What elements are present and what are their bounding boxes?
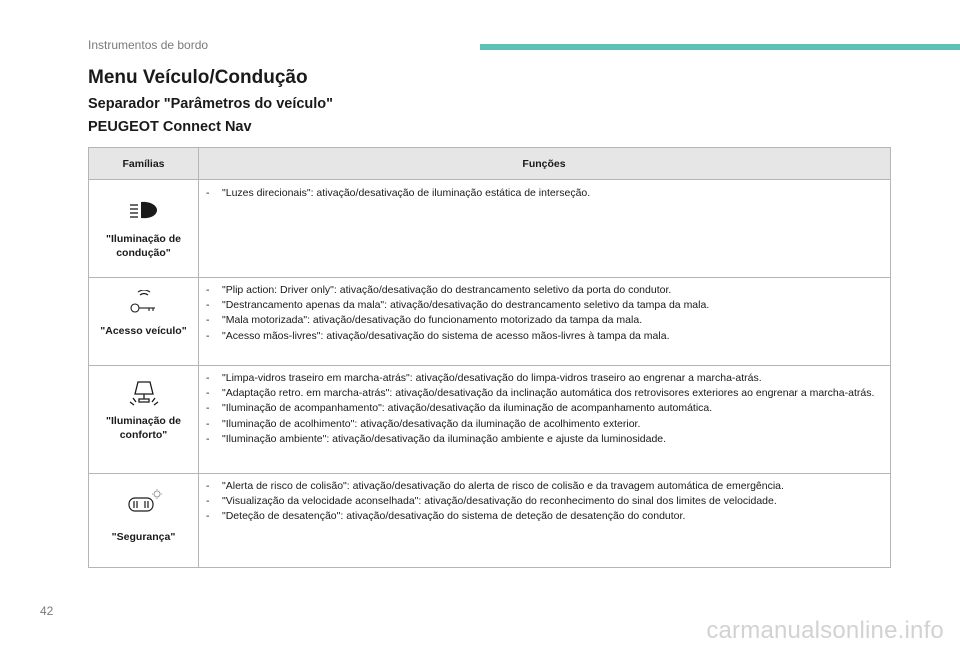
- settings-table: [88, 147, 891, 568]
- watermark: carmanualsonline.info: [706, 617, 944, 644]
- family-label: "Segurança": [111, 531, 176, 543]
- system-title: PEUGEOT Connect Nav: [88, 119, 252, 135]
- table-row: [89, 277, 890, 365]
- header-functions: Funções: [522, 157, 566, 170]
- family-label: "Iluminação de condução": [106, 233, 181, 259]
- list-item: - "Alerta de risco de colisão": ativação/desativação do alerta de risco de colisão e da travagem automática de emergência.: [206, 480, 784, 492]
- family-label: "Iluminação de conforto": [106, 415, 181, 441]
- list-item: - "Visualização da velocidade aconselhada": ativação/desativação do reconhecimento do sinal dos limites de velocidade.: [206, 495, 777, 508]
- list-item: - "Iluminação de acompanhamento": ativação/desativação da iluminação de acompanhamento automática.: [206, 402, 713, 415]
- list-item: - "Adaptação retro. em marcha-atrás": ativação/desativação da inclinação automática dos retrovisores exteriores ao engrenar a marcha-atrás.: [206, 387, 875, 400]
- tab-title: Separador "Parâmetros do veículo": [88, 96, 334, 112]
- key-icon: [127, 290, 161, 318]
- list-item: - "Luzes direcionais": ativação/desativação de iluminação estática de interseção.: [206, 187, 591, 199]
- list-item: - "Limpa-vidros traseiro em marcha-atrás": ativação/desativação do limpa-vidros traseiro ao engrenar a marcha-atrás.: [206, 372, 762, 384]
- list-item: - "Mala motorizada": ativação/desativação do funcionamento motorizado da tampa da mala.: [206, 314, 643, 327]
- page-number: 42: [40, 604, 54, 618]
- table-row: [89, 365, 890, 473]
- running-head: Instrumentos de bordo: [88, 38, 209, 52]
- safety-settings-icon: [124, 488, 164, 516]
- list-item: - "Acesso mãos-livres": ativação/desativação do sistema de acesso mãos-livres à tampa da mala.: [206, 329, 670, 342]
- interior-lamp-icon: [127, 380, 161, 408]
- list-item: - "Plip action: Driver only": ativação/desativação do destrancamento seletivo da porta do condutor.: [206, 284, 672, 296]
- accent-bar: [480, 44, 960, 50]
- list-item: - "Destrancamento apenas da mala": ativação/desativação do destrancamento seletivo da tampa da mala.: [206, 299, 710, 312]
- menu-title: Menu Veículo/Condução: [88, 67, 308, 88]
- list-item: - "Deteção de desatenção": ativação/desativação do sistema de deteção de desatenção do condutor.: [206, 510, 686, 523]
- table-row: [89, 179, 890, 277]
- table-header: [89, 148, 890, 179]
- header-families: Famílias: [89, 148, 199, 179]
- family-label: "Acesso veículo": [100, 325, 187, 337]
- headlamp-icon: [127, 196, 161, 224]
- list-item: - "Iluminação de acolhimento": ativação/desativação da iluminação de acolhimento exterior.: [206, 417, 641, 430]
- list-item: - "Iluminação ambiente": ativação/desativação da iluminação ambiente e ajuste da luminosidade.: [206, 432, 667, 445]
- table-row: [89, 473, 890, 567]
